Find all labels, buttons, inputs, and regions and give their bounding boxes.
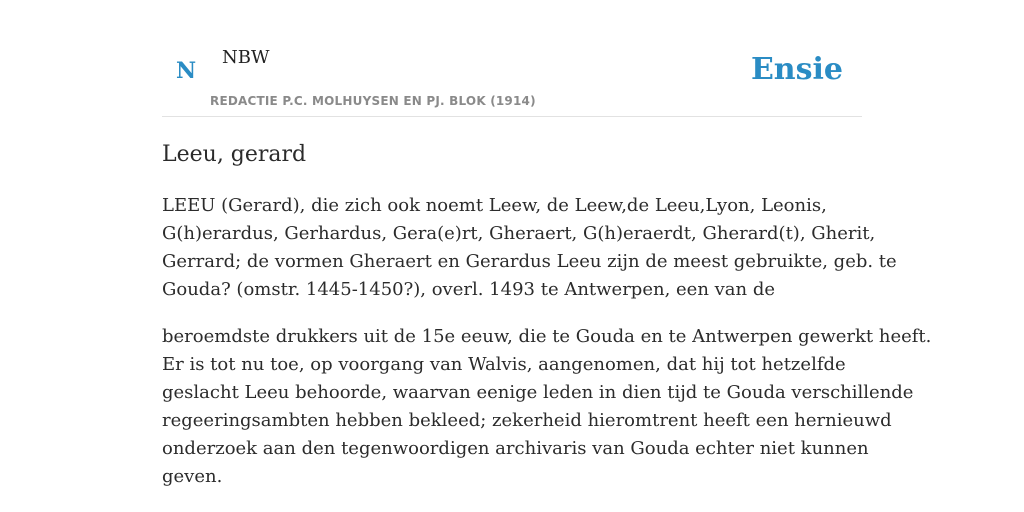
- paragraph-line: onderzoek aan den tegenwoordigen archivaris van Gouda echter niet kunnen: [162, 438, 869, 459]
- paragraph-line: LEEU (Gerard), die zich ook noemt Leew, de Leew,de Leeu,Lyon, Leonis,: [162, 195, 827, 216]
- article-paragraph-2: [162, 323, 932, 491]
- paragraph-line: regeeringsambten hebben bekleed; zekerheid hieromtrent heeft een hernieuwd: [162, 410, 892, 431]
- paragraph-line: geven.: [162, 466, 223, 487]
- source-subtitle: REDACTIE P.C. MOLHUYSEN EN PJ. BLOK (1914): [210, 94, 536, 108]
- article-paragraph-1: [162, 192, 897, 304]
- source-header: [162, 40, 862, 117]
- paragraph-line: G(h)erardus, Gerhardus, Gera(e)rt, Gheraert, G(h)eraerdt, Gherard(t), Gherit,: [162, 223, 876, 244]
- paragraph-line: Gouda? (omstr. 1445-1450?), overl. 1493 te Antwerpen, een van de: [162, 279, 776, 300]
- paragraph-line: Er is tot nu toe, op voorgang van Walvis, aangenomen, dat hij tot hetzelfde: [162, 354, 846, 375]
- paragraph-line: beroemdste drukkers uit de 15e eeuw, die te Gouda en te Antwerpen gewerkt heeft.: [162, 326, 932, 347]
- paragraph-line: Gerrard; de vormen Gheraert en Gerardus Leeu zijn de meest gebruikte, geb. te: [162, 251, 897, 272]
- source-logo-icon[interactable]: N: [176, 58, 197, 84]
- brand-logo-link[interactable]: Ensie: [750, 52, 843, 87]
- article-title: Leeu, gerard: [162, 142, 307, 167]
- source-title-link[interactable]: NBW: [222, 47, 270, 68]
- paragraph-line: geslacht Leeu behoorde, waarvan eenige leden in dien tijd te Gouda verschillende: [162, 382, 914, 403]
